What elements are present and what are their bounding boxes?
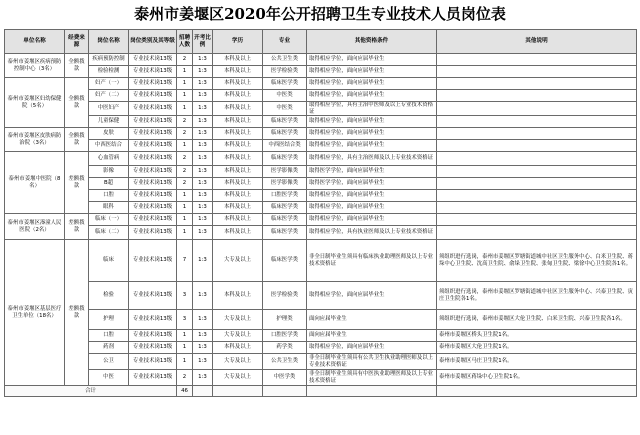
table-row	[5, 226, 637, 240]
unit-name-cell: 泰州市姜堰区溱潼人民医院（2名）	[5, 214, 65, 240]
table-row	[5, 282, 637, 310]
qualification-cell: 取得医学学位，面向应届毕业生	[307, 166, 437, 178]
category-cell: 专业技术岗13级	[129, 202, 177, 214]
education-cell: 大专及以上	[213, 330, 263, 342]
qualification-cell: 取得相应学位，面向应届毕业生	[307, 282, 437, 310]
category-cell: 专业技术岗13级	[129, 102, 177, 116]
notes-cell: 须组织进行选岗，泰州市姜堰区大伦卫生院、白米卫生院、兴泰卫生院各1名。	[437, 310, 637, 330]
major-cell: 中医类	[263, 90, 307, 102]
funding-cell: 全额拨款	[65, 78, 89, 128]
position-cell: 临床	[89, 240, 129, 282]
qualification-cell: 取得相应学位，具有主治医师及以上专业技术资格证	[307, 152, 437, 166]
count-cell: 2	[177, 370, 193, 386]
ratio-cell: 1:3	[193, 140, 213, 152]
notes-cell	[437, 128, 637, 140]
category-cell: 专业技术岗13级	[129, 214, 177, 226]
category-cell: 专业技术岗13级	[129, 330, 177, 342]
table-row	[5, 140, 637, 152]
count-cell: 2	[177, 166, 193, 178]
table-row	[5, 370, 637, 386]
major-cell: 护理类	[263, 310, 307, 330]
notes-cell: 泰州市姜堰区大伦卫生院1名。	[437, 342, 637, 354]
major-cell: 医学影像类	[263, 178, 307, 190]
table-row	[5, 330, 637, 342]
ratio-cell: 1:3	[193, 342, 213, 354]
position-cell: 心血管病	[89, 152, 129, 166]
table-row	[5, 54, 637, 66]
education-cell: 本科及以上	[213, 66, 263, 78]
notes-cell	[437, 102, 637, 116]
education-cell: 本科及以上	[213, 226, 263, 240]
count-cell: 2	[177, 116, 193, 128]
major-cell: 临床医学类	[263, 202, 307, 214]
count-cell: 1	[177, 78, 193, 90]
major-cell: 临床医学类	[263, 226, 307, 240]
major-cell: 临床医学类	[263, 128, 307, 140]
table-row	[5, 102, 637, 116]
qualification-cell: 取得相应学位，面向应届毕业生	[307, 190, 437, 202]
notes-cell: 泰州市姜堰区蒋垛中心卫生院1名。	[437, 370, 637, 386]
education-cell: 本科及以上	[213, 342, 263, 354]
ratio-cell: 1:3	[193, 178, 213, 190]
education-cell: 本科及以上	[213, 128, 263, 140]
count-cell: 7	[177, 240, 193, 282]
ratio-cell: 1:3	[193, 226, 213, 240]
category-cell: 专业技术岗13级	[129, 166, 177, 178]
position-cell: 皮肤	[89, 128, 129, 140]
position-cell: 妇产（二）	[89, 90, 129, 102]
notes-cell	[437, 214, 637, 226]
major-cell: 临床医学类	[263, 116, 307, 128]
major-cell: 药学类	[263, 342, 307, 354]
count-cell: 1	[177, 102, 193, 116]
position-cell: 检验	[89, 282, 129, 310]
count-cell: 1	[177, 202, 193, 214]
position-cell: 检验检测	[89, 66, 129, 78]
position-cell: 妇产（一）	[89, 78, 129, 90]
education-cell: 本科及以上	[213, 140, 263, 152]
table-row	[5, 342, 637, 354]
notes-cell	[437, 166, 637, 178]
position-cell: 临床（二）	[89, 226, 129, 240]
qualification-cell: 取得相应学位，具有执业医师及以上专业技术资格证	[307, 226, 437, 240]
table-row	[5, 66, 637, 78]
category-cell: 专业技术岗13级	[129, 128, 177, 140]
major-cell: 临床医学类	[263, 240, 307, 282]
qualification-cell: 非全日制毕业生须具有临床执业助理医师及以上专业技术资格证	[307, 240, 437, 282]
qualification-cell: 面向应届毕业生	[307, 330, 437, 342]
notes-cell	[437, 190, 637, 202]
qualification-cell: 取得相应学位，面向应届毕业生	[307, 214, 437, 226]
category-cell: 专业技术岗13级	[129, 226, 177, 240]
ratio-cell: 1:3	[193, 54, 213, 66]
notes-cell	[437, 178, 637, 190]
education-cell: 本科及以上	[213, 90, 263, 102]
ratio-cell: 1:3	[193, 102, 213, 116]
category-cell: 专业技术岗13级	[129, 240, 177, 282]
category-cell: 专业技术岗13级	[129, 140, 177, 152]
funding-cell: 差额拨款	[65, 214, 89, 240]
notes-cell	[437, 54, 637, 66]
count-cell: 1	[177, 342, 193, 354]
position-cell: B超	[89, 178, 129, 190]
ratio-cell: 1:3	[193, 310, 213, 330]
major-cell: 公共卫生类	[263, 354, 307, 370]
col-header-position: 岗位名称	[89, 30, 129, 54]
qualification-cell: 取得相应学位，面向应届毕业生	[307, 78, 437, 90]
major-cell: 医学检验类	[263, 282, 307, 310]
qualification-cell: 非全日制毕业生须具有中医执业助理医师及以上专业技术资格证	[307, 370, 437, 386]
unit-name-cell: 泰州市姜堰区皮肤病防治院（3名）	[5, 128, 65, 152]
table-row	[5, 116, 637, 128]
notes-cell	[437, 202, 637, 214]
qualification-cell: 取得相应学位，面向应届毕业生	[307, 66, 437, 78]
table-row	[5, 90, 637, 102]
count-cell: 3	[177, 310, 193, 330]
qualification-cell: 取得相应学位，面向应届毕业生	[307, 342, 437, 354]
count-cell: 2	[177, 152, 193, 166]
major-cell: 医学影像类	[263, 166, 307, 178]
notes-cell	[437, 66, 637, 78]
notes-cell: 须组织进行选岗，泰州市姜堰区罗塘街道城中社区卫生服务中心、白米卫生院、蒋垛中心卫生院、沈高卫生院、俞垛卫生院、张甸卫生院、梁徐中心卫生院各1名。	[437, 240, 637, 282]
ratio-cell: 1:3	[193, 66, 213, 78]
notes-cell: 泰州市姜堰区桥头卫生院1名。	[437, 330, 637, 342]
notes-cell	[437, 90, 637, 102]
position-cell: 口腔	[89, 190, 129, 202]
notes-cell	[437, 78, 637, 90]
ratio-cell: 1:3	[193, 116, 213, 128]
education-cell: 本科及以上	[213, 116, 263, 128]
total-row	[5, 386, 637, 397]
category-cell: 专业技术岗13级	[129, 190, 177, 202]
col-header-funding: 经费来源	[65, 30, 89, 54]
ratio-cell: 1:3	[193, 190, 213, 202]
education-cell: 本科及以上	[213, 214, 263, 226]
position-cell: 口腔	[89, 330, 129, 342]
unit-name-cell: 泰州市姜堰区疾病预防控制中心（3名）	[5, 54, 65, 78]
category-cell: 专业技术岗13级	[129, 66, 177, 78]
major-cell: 口腔医学类	[263, 330, 307, 342]
unit-name-cell: 泰州市姜堰区妇幼保健院（5名）	[5, 78, 65, 128]
count-cell: 2	[177, 128, 193, 140]
table-row	[5, 354, 637, 370]
funding-cell: 全额拨款	[65, 54, 89, 78]
ratio-cell: 1:3	[193, 90, 213, 102]
position-cell: 影像	[89, 166, 129, 178]
position-cell: 中医	[89, 370, 129, 386]
count-cell: 1	[177, 330, 193, 342]
qualification-cell: 取得相应学位，面向应届毕业生	[307, 140, 437, 152]
education-cell: 本科及以上	[213, 282, 263, 310]
category-cell: 专业技术岗13级	[129, 78, 177, 90]
category-cell: 专业技术岗13级	[129, 152, 177, 166]
qualification-cell: 非全日制毕业生须具有公共卫生执业助理医师及以上专业技术资格证	[307, 354, 437, 370]
qualification-cell: 取得相应学位，面向应届毕业生	[307, 90, 437, 102]
notes-cell	[437, 152, 637, 166]
category-cell: 专业技术岗13级	[129, 282, 177, 310]
count-cell: 1	[177, 190, 193, 202]
ratio-cell: 1:3	[193, 166, 213, 178]
category-cell: 专业技术岗13级	[129, 342, 177, 354]
table-row	[5, 178, 637, 190]
category-cell: 专业技术岗13级	[129, 354, 177, 370]
page-title: 泰州市姜堰区2020年公开招聘卫生专业技术人员岗位表	[134, 5, 506, 23]
table-row	[5, 310, 637, 330]
education-cell: 本科及以上	[213, 152, 263, 166]
qualification-cell: 取得相应学位，面向应届毕业生	[307, 116, 437, 128]
table-row	[5, 190, 637, 202]
education-cell: 本科及以上	[213, 190, 263, 202]
category-cell: 专业技术岗13级	[129, 370, 177, 386]
ratio-cell: 1:3	[193, 330, 213, 342]
table-row	[5, 166, 637, 178]
position-cell: 药剂	[89, 342, 129, 354]
ratio-cell: 1:3	[193, 128, 213, 140]
notes-cell: 泰州市姜堰区马庄卫生院1名。	[437, 354, 637, 370]
education-cell: 大专及以上	[213, 370, 263, 386]
unit-name-cell: 泰州市姜堰区基层医疗卫生单位（18名）	[5, 240, 65, 386]
count-cell: 1	[177, 90, 193, 102]
funding-cell: 差额拨款	[65, 152, 89, 214]
category-cell: 专业技术岗13级	[129, 116, 177, 128]
major-cell: 口腔医学类	[263, 190, 307, 202]
ratio-cell: 1:3	[193, 282, 213, 310]
position-cell: 公卫	[89, 354, 129, 370]
position-cell: 中医妇产	[89, 102, 129, 116]
table-row	[5, 128, 637, 140]
position-cell: 儿童保健	[89, 116, 129, 128]
ratio-cell: 1:3	[193, 78, 213, 90]
count-cell: 1	[177, 226, 193, 240]
col-header-notes: 其他说明	[437, 30, 637, 54]
major-cell: 中医类	[263, 102, 307, 116]
unit-name-cell: 泰州市姜堰中医院（8名）	[5, 152, 65, 214]
education-cell: 大专及以上	[213, 310, 263, 330]
qualification-cell: 取得相应学位，面向应届毕业生	[307, 202, 437, 214]
count-cell: 1	[177, 140, 193, 152]
education-cell: 本科及以上	[213, 178, 263, 190]
col-header-count: 招聘人数	[177, 30, 193, 54]
table-row	[5, 78, 637, 90]
total-count: 46	[177, 386, 193, 397]
qualification-cell: 面向应届毕业生	[307, 310, 437, 330]
position-cell: 眼科	[89, 202, 129, 214]
position-cell: 中西医结合	[89, 140, 129, 152]
education-cell: 本科及以上	[213, 166, 263, 178]
table-row	[5, 240, 637, 282]
qualification-cell: 取得相应学位，具有主治中医师及以上专业技术资格证	[307, 102, 437, 116]
education-cell: 本科及以上	[213, 54, 263, 66]
ratio-cell: 1:3	[193, 370, 213, 386]
count-cell: 2	[177, 178, 193, 190]
major-cell: 中西医结合类	[263, 140, 307, 152]
major-cell: 公共卫生类	[263, 54, 307, 66]
col-header-unit: 单位名称	[5, 30, 65, 54]
col-header-education: 学历	[213, 30, 263, 54]
major-cell: 中医学类	[263, 370, 307, 386]
qualification-cell: 取得相应学位，面向应届毕业生	[307, 128, 437, 140]
positions-table	[4, 29, 637, 397]
notes-cell	[437, 140, 637, 152]
funding-cell: 差额拨款	[65, 240, 89, 386]
position-cell: 护理	[89, 310, 129, 330]
position-cell: 临床（一）	[89, 214, 129, 226]
funding-cell: 全额拨款	[65, 128, 89, 152]
category-cell: 专业技术岗13级	[129, 310, 177, 330]
qualification-cell: 取得医学学位，面向应届毕业生	[307, 178, 437, 190]
count-cell: 1	[177, 66, 193, 78]
education-cell: 本科及以上	[213, 102, 263, 116]
education-cell: 本科及以上	[213, 202, 263, 214]
col-header-qualifications: 其他资格条件	[307, 30, 437, 54]
notes-cell	[437, 116, 637, 128]
major-cell: 医学检验类	[263, 66, 307, 78]
ratio-cell: 1:3	[193, 152, 213, 166]
count-cell: 1	[177, 354, 193, 370]
category-cell: 专业技术岗13级	[129, 90, 177, 102]
col-header-category: 岗位类别及其等级	[129, 30, 177, 54]
education-cell: 大专及以上	[213, 240, 263, 282]
qualification-cell: 取得相应学位，面向应届毕业生	[307, 54, 437, 66]
table-row	[5, 202, 637, 214]
table-row	[5, 214, 637, 226]
notes-cell	[437, 226, 637, 240]
col-header-major: 专业	[263, 30, 307, 54]
major-cell: 临床医学类	[263, 214, 307, 226]
ratio-cell: 1:3	[193, 240, 213, 282]
col-header-ratio: 开考比例	[193, 30, 213, 54]
header-row	[5, 30, 637, 54]
ratio-cell: 1:3	[193, 214, 213, 226]
major-cell: 临床医学类	[263, 78, 307, 90]
position-cell: 疾病预防控制	[89, 54, 129, 66]
count-cell: 2	[177, 54, 193, 66]
education-cell: 大专及以上	[213, 354, 263, 370]
category-cell: 专业技术岗13级	[129, 54, 177, 66]
education-cell: 本科及以上	[213, 78, 263, 90]
ratio-cell: 1:3	[193, 354, 213, 370]
count-cell: 1	[177, 214, 193, 226]
count-cell: 3	[177, 282, 193, 310]
category-cell: 专业技术岗13级	[129, 178, 177, 190]
table-row	[5, 152, 637, 166]
total-label: 合计	[5, 386, 177, 397]
notes-cell: 须组织进行选岗，泰州市姜堰区罗塘街道城中社区卫生服务中心、兴泰卫生院、寅庄卫生院各1名。	[437, 282, 637, 310]
major-cell: 临床医学类	[263, 152, 307, 166]
ratio-cell: 1:3	[193, 202, 213, 214]
